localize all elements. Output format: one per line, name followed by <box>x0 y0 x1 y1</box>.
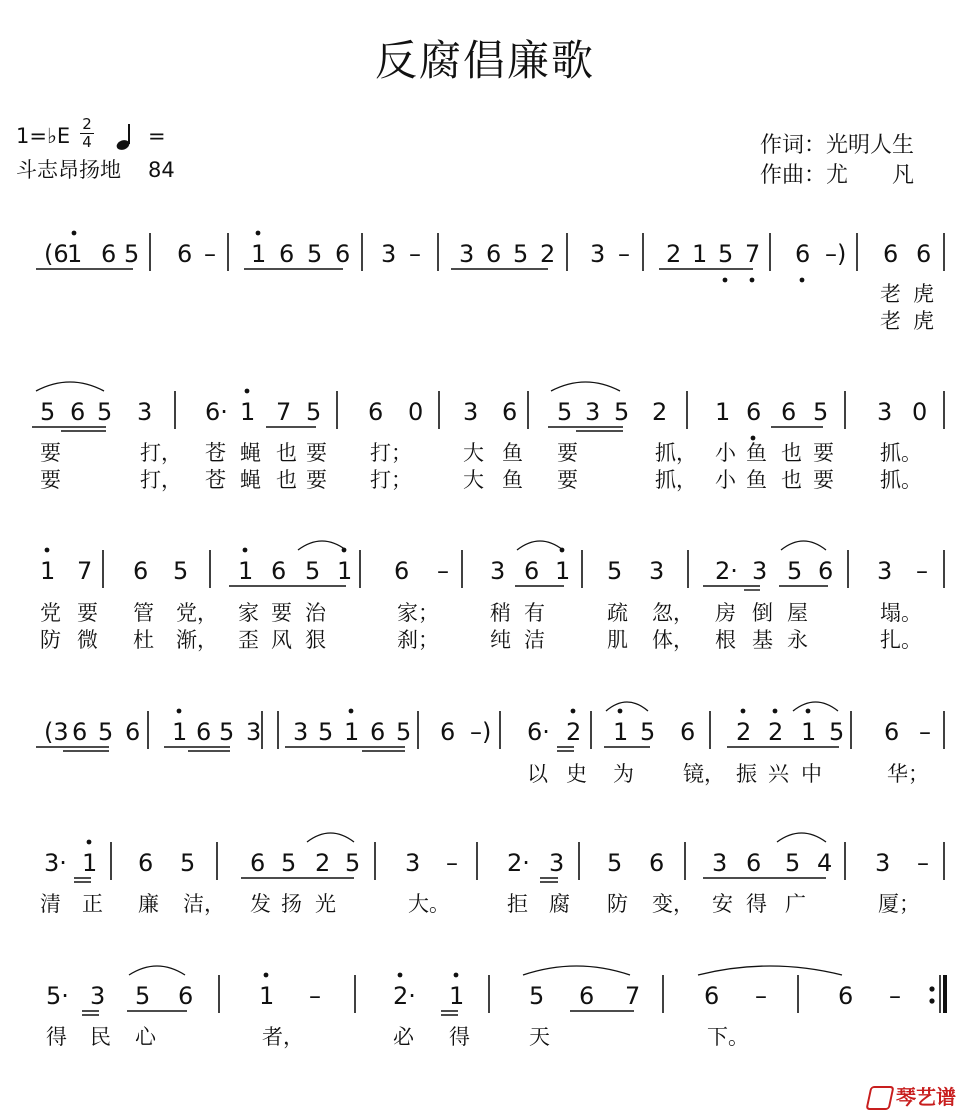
octave-dot-above <box>571 709 576 714</box>
note: 5 <box>529 982 545 1010</box>
lyric-char: 下。 <box>707 1025 749 1049</box>
note: 6 <box>704 982 720 1010</box>
octave-dot-above <box>454 973 459 978</box>
note: 6 <box>781 398 797 426</box>
note: 3 <box>875 849 891 877</box>
note: 3 <box>549 849 565 877</box>
lyric-char: 华； <box>887 762 929 786</box>
note: 2· <box>507 849 530 877</box>
note: 6 <box>579 982 595 1010</box>
lyric-char: 鱼 <box>502 468 523 492</box>
lyric-char: 抓， <box>655 441 697 465</box>
octave-dot-above <box>245 389 250 394</box>
lyric-char: 打； <box>370 468 412 492</box>
note: 1 <box>259 982 275 1010</box>
lyric-char: 风 <box>271 628 292 652</box>
note: 2 <box>315 849 331 877</box>
note: 5 <box>318 718 334 746</box>
lyric-char: 大。 <box>408 892 450 916</box>
note: – <box>917 849 929 877</box>
lyric-char: 光 <box>315 892 336 916</box>
lyric-char: 廉 <box>138 892 159 916</box>
note: – <box>919 718 931 746</box>
slur <box>129 966 185 975</box>
lyric-char: 发 <box>250 892 271 916</box>
note: 3 <box>752 557 768 585</box>
note: 6 <box>440 718 456 746</box>
lyric-char: 抓。 <box>880 441 922 465</box>
lyric-char: 要 <box>306 441 327 465</box>
lyric-char: 鱼 <box>746 441 767 465</box>
note: 6 <box>133 557 149 585</box>
slur <box>517 541 563 550</box>
note: 5 <box>785 849 801 877</box>
note: 5 <box>829 718 845 746</box>
octave-dot-below <box>750 278 755 283</box>
note: 5 <box>396 718 412 746</box>
note: 6 <box>368 398 384 426</box>
note: 5 <box>180 849 196 877</box>
octave-dot-above <box>72 231 77 236</box>
note: 2 <box>666 240 682 268</box>
octave-dot-above <box>177 709 182 714</box>
lyric-char: 变， <box>652 892 694 916</box>
lyric-char: 老 <box>880 309 901 333</box>
lyric-char: 要 <box>813 468 834 492</box>
lyric-char: 要 <box>557 468 578 492</box>
note: 6 <box>138 849 154 877</box>
note: 6 <box>271 557 287 585</box>
repeat-dot <box>929 998 934 1003</box>
note: 5 <box>219 718 235 746</box>
note: 5 <box>281 849 297 877</box>
octave-dot-above <box>264 973 269 978</box>
lyricist: 作词：光明人生 <box>760 133 915 158</box>
note: 3 <box>246 718 262 746</box>
note: 6 <box>502 398 518 426</box>
octave-dot-below <box>723 278 728 283</box>
note: 6 <box>196 718 212 746</box>
note: 7 <box>77 557 93 585</box>
note: 3 <box>585 398 601 426</box>
note: 1 <box>238 557 254 585</box>
note: 5· <box>46 982 69 1010</box>
note: 6· <box>205 398 228 426</box>
lyric-char: 体， <box>652 628 694 652</box>
slur <box>36 382 104 391</box>
octave-dot-above <box>773 709 778 714</box>
slur <box>698 966 842 975</box>
lyric-char: 拒 <box>507 892 528 916</box>
lyric-char: 小 <box>715 441 736 465</box>
note: 3· <box>44 849 67 877</box>
note: 7 <box>745 240 761 268</box>
note: 6 <box>177 240 193 268</box>
note: – <box>916 557 928 585</box>
note: 6 <box>746 398 762 426</box>
lyric-char: 小 <box>715 468 736 492</box>
note: 6 <box>486 240 502 268</box>
lyric-char: 管 <box>133 601 154 625</box>
lyric-char: 刹； <box>397 628 439 652</box>
octave-dot-above <box>45 548 50 553</box>
note: 0 <box>912 398 928 426</box>
lyric-char: 要 <box>271 601 292 625</box>
lyric-char: 塌。 <box>880 601 922 625</box>
lyric-char: 打； <box>370 441 412 465</box>
note: 5 <box>345 849 361 877</box>
note: 6 <box>916 240 932 268</box>
note: 6 <box>370 718 386 746</box>
lyric-char: 有 <box>524 601 545 625</box>
lyric-char: 倒 <box>752 601 773 625</box>
note: 1 <box>67 240 83 268</box>
note: (6 <box>44 240 69 268</box>
note: 3 <box>877 398 893 426</box>
note: 5 <box>607 557 623 585</box>
lyric-char: 扬 <box>281 892 302 916</box>
note: 3 <box>649 557 665 585</box>
lyric-char: 得 <box>746 892 767 916</box>
lyric-char: 鱼 <box>502 441 523 465</box>
lyric-char: 大 <box>463 468 484 492</box>
note: 2· <box>393 982 416 1010</box>
lyric-char: 以 <box>527 762 548 786</box>
note: 5 <box>614 398 630 426</box>
note: 5 <box>513 240 529 268</box>
note: –) <box>825 240 847 268</box>
note: – <box>204 240 216 268</box>
note: 6 <box>680 718 696 746</box>
lyric-char: 得 <box>449 1025 470 1049</box>
lyric-char: 鱼 <box>746 468 767 492</box>
note: 5 <box>813 398 829 426</box>
slur <box>793 702 838 711</box>
lyric-char: 要 <box>557 441 578 465</box>
note: 6 <box>795 240 811 268</box>
slur <box>551 382 620 391</box>
note: 6 <box>524 557 540 585</box>
note: 5 <box>97 398 113 426</box>
note: 3 <box>90 982 106 1010</box>
note: 5 <box>557 398 573 426</box>
lyric-char: 也 <box>781 441 802 465</box>
lyric-char: 虎 <box>913 309 934 333</box>
note: (3 <box>44 718 69 746</box>
note: 6 <box>394 557 410 585</box>
lyric-char: 房 <box>715 601 736 625</box>
lyric-char: 民 <box>90 1025 111 1049</box>
octave-dot-above <box>256 231 261 236</box>
lyric-char: 党， <box>176 601 218 625</box>
octave-dot-above <box>243 548 248 553</box>
note: – <box>755 982 767 1010</box>
tempo-value: = 84 <box>148 124 175 182</box>
slur <box>777 833 826 842</box>
note: – <box>309 982 321 1010</box>
note: – <box>446 849 458 877</box>
note: 6 <box>125 718 141 746</box>
note: 1 <box>251 240 267 268</box>
note: 1 <box>82 849 98 877</box>
note: 5 <box>718 240 734 268</box>
lyric-char: 扎。 <box>880 628 922 652</box>
note: – <box>889 982 901 1010</box>
note: 5 <box>306 398 322 426</box>
note: 5 <box>305 557 321 585</box>
lyric-char: 洁， <box>183 892 225 916</box>
note: 6 <box>649 849 665 877</box>
note: –) <box>470 718 492 746</box>
lyric-char: 蝇 <box>240 468 261 492</box>
note: 3 <box>877 557 893 585</box>
note: 6 <box>178 982 194 1010</box>
lyric-char: 者， <box>262 1025 304 1049</box>
note: 3 <box>293 718 309 746</box>
note: 1 <box>344 718 360 746</box>
note: 5 <box>640 718 656 746</box>
lyric-char: 歪 <box>238 628 259 652</box>
note: 1 <box>240 398 256 426</box>
note: 1 <box>337 557 353 585</box>
lyric-char: 大 <box>463 441 484 465</box>
lyric-char: 也 <box>276 441 297 465</box>
note: 2 <box>768 718 784 746</box>
octave-dot-below <box>800 278 805 283</box>
slur <box>307 833 354 842</box>
octave-dot-below <box>751 436 756 441</box>
note: 5 <box>607 849 623 877</box>
note: 4 <box>817 849 833 877</box>
note: 5 <box>135 982 151 1010</box>
note: 5 <box>40 398 56 426</box>
lyric-char: 忽， <box>652 601 694 625</box>
note: 2· <box>715 557 738 585</box>
lyric-char: 安 <box>712 892 733 916</box>
watermark-logo <box>868 1081 956 1111</box>
note: 6 <box>838 982 854 1010</box>
lyric-char: 要 <box>306 468 327 492</box>
note: 1 <box>692 240 708 268</box>
lyric-char: 抓， <box>655 468 697 492</box>
time-signature-top: 2 <box>82 115 92 133</box>
note: 5 <box>124 240 140 268</box>
lyric-char: 苍 <box>205 468 226 492</box>
note: 6 <box>70 398 86 426</box>
lyric-char: 广 <box>785 892 806 916</box>
lyric-char: 根 <box>715 628 736 652</box>
note: 6 <box>101 240 117 268</box>
lyric-char: 史 <box>566 762 587 786</box>
note: 6 <box>746 849 762 877</box>
lyric-char: 防 <box>607 892 628 916</box>
lyric-char: 渐， <box>176 628 218 652</box>
slur <box>523 966 630 975</box>
lyric-char: 基 <box>752 628 773 652</box>
note: 6· <box>527 718 550 746</box>
lyric-char: 疏 <box>607 601 628 625</box>
lyric-char: 抓。 <box>880 468 922 492</box>
expression-mark: 斗志昂扬地 <box>16 158 121 182</box>
note: 6 <box>884 718 900 746</box>
note: 3 <box>381 240 397 268</box>
lyric-char: 治 <box>305 601 326 625</box>
song-title: 反腐倡廉歌 <box>374 36 595 85</box>
note: 5 <box>307 240 323 268</box>
composer: 作曲：尤 凡 <box>760 163 915 188</box>
note: 3 <box>405 849 421 877</box>
note: 3 <box>459 240 475 268</box>
note: 6 <box>279 240 295 268</box>
lyric-char: 为 <box>613 762 634 786</box>
note: – <box>409 240 421 268</box>
lyric-char: 杜 <box>133 628 154 652</box>
key-signature: 1=♭E <box>16 124 71 148</box>
lyric-char: 天 <box>529 1025 550 1049</box>
note: 7 <box>276 398 292 426</box>
lyric-char: 党 <box>40 601 61 625</box>
octave-dot-above <box>618 709 623 714</box>
lyric-char: 厦； <box>878 892 920 916</box>
logo-text: 琴艺谱 <box>896 1084 956 1109</box>
note: 3 <box>490 557 506 585</box>
repeat-dot <box>929 986 934 991</box>
lyric-char: 心 <box>135 1025 156 1049</box>
lyric-char: 打， <box>140 468 182 492</box>
lyric-char: 纯 <box>490 628 511 652</box>
lyric-char: 蝇 <box>240 441 261 465</box>
lyric-char: 要 <box>77 601 98 625</box>
slur <box>606 702 648 711</box>
note: 1 <box>715 398 731 426</box>
note: 1 <box>172 718 188 746</box>
note: 6 <box>818 557 834 585</box>
slur <box>781 541 826 550</box>
slur <box>298 541 346 550</box>
lyric-char: 屋 <box>787 601 808 625</box>
lyric-char: 家 <box>238 601 259 625</box>
note: 2 <box>736 718 752 746</box>
note: 2 <box>540 240 556 268</box>
lyric-char: 振 <box>736 762 757 786</box>
note: 2 <box>566 718 582 746</box>
lyric-char: 苍 <box>205 441 226 465</box>
note: 0 <box>408 398 424 426</box>
lyric-char: 要 <box>813 441 834 465</box>
note: 6 <box>335 240 351 268</box>
lyric-char: 得 <box>46 1025 67 1049</box>
lyric-char: 中 <box>801 762 822 786</box>
note: 6 <box>250 849 266 877</box>
note: 6 <box>72 718 88 746</box>
note: 2 <box>652 398 668 426</box>
lyric-char: 也 <box>781 468 802 492</box>
lyric-char: 腐 <box>549 892 570 916</box>
lyric-char: 兴 <box>768 762 789 786</box>
note: 7 <box>625 982 641 1010</box>
lyric-char: 清 <box>40 892 61 916</box>
lyric-char: 肌 <box>607 628 628 652</box>
octave-dot-above <box>87 840 92 845</box>
note: 3 <box>137 398 153 426</box>
lyric-char: 微 <box>77 628 98 652</box>
lyric-char: 狠 <box>305 628 326 652</box>
lyric-char: 防 <box>40 628 61 652</box>
time-signature-bottom: 4 <box>82 133 92 151</box>
lyric-char: 洁 <box>524 628 545 652</box>
note: 3 <box>463 398 479 426</box>
note: 6 <box>883 240 899 268</box>
lyric-char: 要 <box>40 441 61 465</box>
octave-dot-above <box>349 709 354 714</box>
lyric-char: 镜， <box>683 762 725 786</box>
lyric-char: 永 <box>787 628 808 652</box>
octave-dot-above <box>806 709 811 714</box>
note: 1 <box>555 557 571 585</box>
note: 1 <box>613 718 629 746</box>
note: 1 <box>801 718 817 746</box>
octave-dot-above <box>398 973 403 978</box>
lyric-char: 正 <box>82 892 103 916</box>
lyric-char: 必 <box>393 1025 414 1049</box>
note: 5 <box>98 718 114 746</box>
logo-icon <box>865 1086 894 1110</box>
note: – <box>437 557 449 585</box>
note: 1 <box>40 557 56 585</box>
note: 3 <box>590 240 606 268</box>
lyric-char: 要 <box>40 468 61 492</box>
lyric-char: 也 <box>276 468 297 492</box>
note: – <box>618 240 630 268</box>
lyric-char: 老 <box>880 282 901 306</box>
note: 1 <box>449 982 465 1010</box>
note: 5 <box>787 557 803 585</box>
lyric-char: 稍 <box>490 601 511 625</box>
lyric-char: 虎 <box>913 282 934 306</box>
octave-dot-above <box>741 709 746 714</box>
note: 5 <box>173 557 189 585</box>
lyric-char: 打， <box>140 441 182 465</box>
note: 3 <box>712 849 728 877</box>
lyric-char: 家； <box>397 601 439 625</box>
